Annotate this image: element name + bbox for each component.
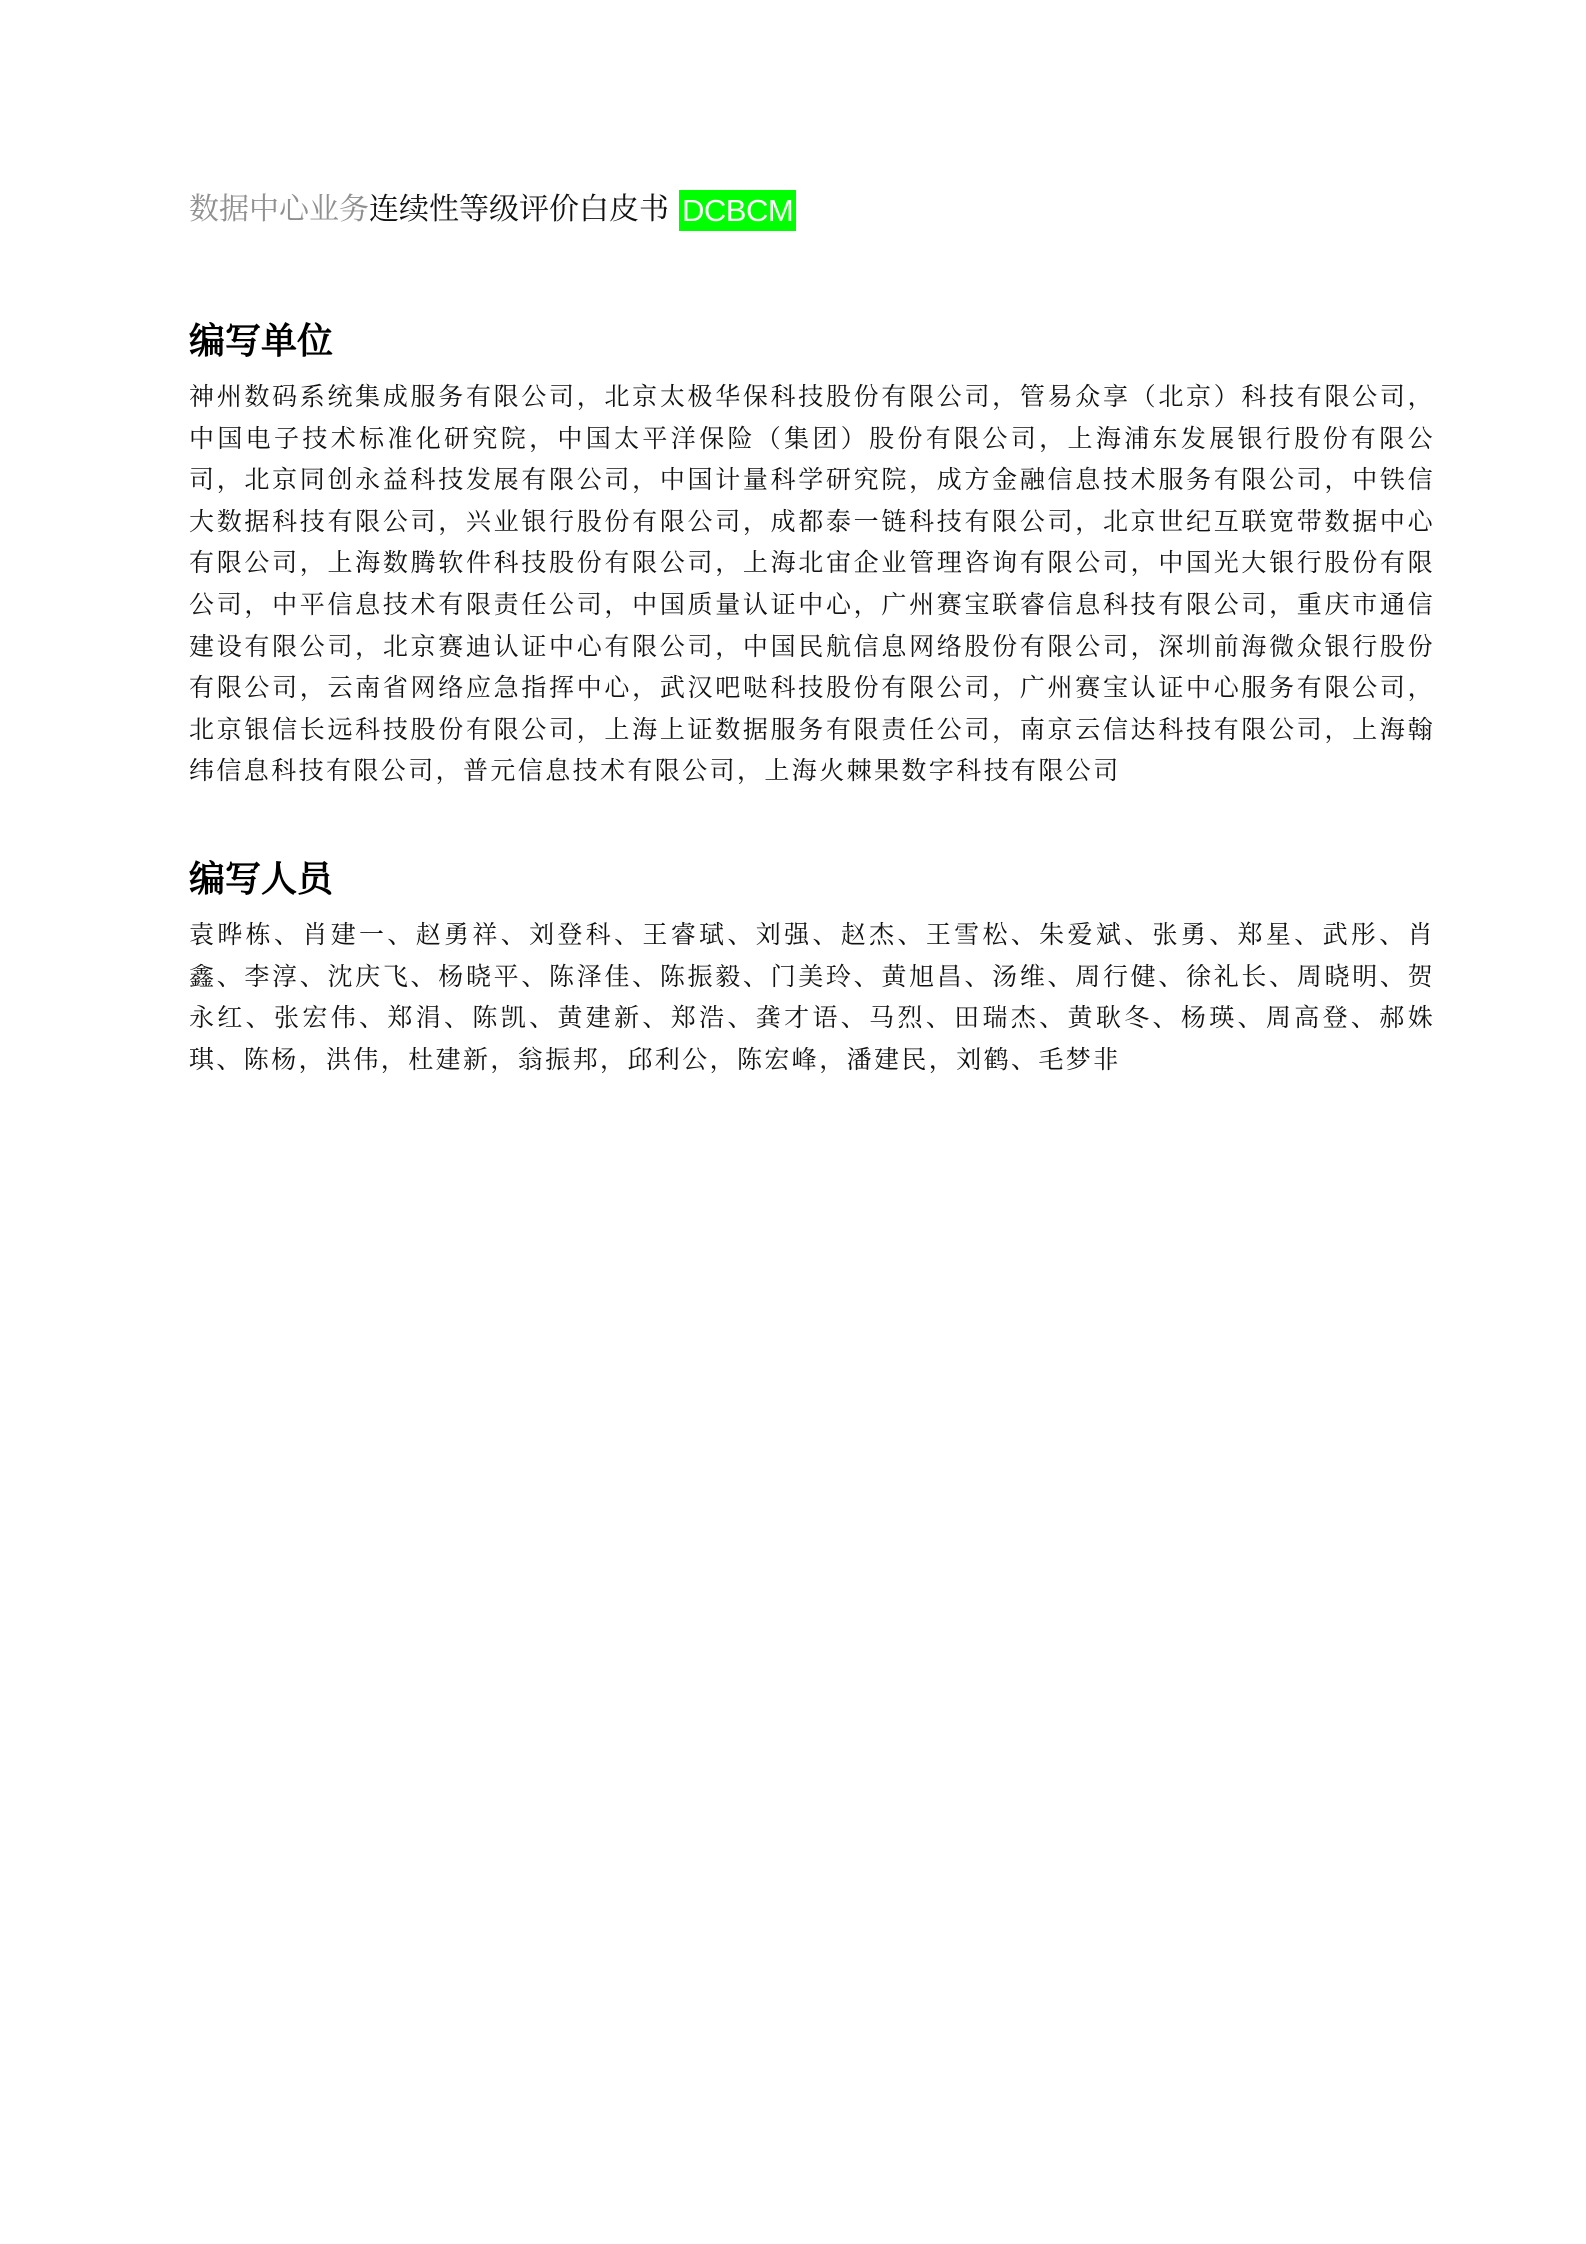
section-writing-authors bbox=[189, 856, 1435, 1080]
header-badge: DCBCM bbox=[679, 190, 796, 231]
section-title-authors: 编写人员 bbox=[189, 859, 334, 900]
section-writing-units bbox=[189, 318, 1435, 792]
authors-list-text: 袁晔栋、肖建一、赵勇祥、刘登科、王睿珷、刘强、赵杰、王雪松、朱爱斌、张勇、郑星、武彤、肖鑫、李淳、沈庆飞、杨晓平、陈泽佳、陈振毅、门美玲、黄旭昌、汤维、周行健、徐礼长、周晓明、贺永红、张宏伟、郑涓、陈凯、黄建新、郑浩、龚才语、马烈、田瑞杰、黄耿冬、杨瑛、周高登、郝姝琪、陈杨，洪伟，杜建新，翁振邦，邱利公，陈宏峰，潘建民，刘鹤、毛梦非 bbox=[189, 920, 1435, 1074]
header-title-black: 连续性等级评价白皮书 bbox=[369, 192, 669, 227]
header-title-gray: 数据中心业务 bbox=[189, 192, 369, 227]
section-title-units: 编写单位 bbox=[189, 321, 334, 362]
units-list-text: 神州数码系统集成服务有限公司，北京太极华保科技股份有限公司，管易众享（北京）科技有限公司，中国电子技术标准化研究院，中国太平洋保险（集团）股份有限公司，上海浦东发展银行股份有限公司，北京同创永益科技发展有限公司，中国计量科学研究院，成方金融信息技术服务有限公司，中铁信大数据科技有限公司，兴业银行股份有限公司，成都泰一链科技有限公司，北京世纪互联宽带数据中心有限公司，上海数腾软件科技股份有限公司，上海北宙企业管理咨询有限公司，中国光大银行股份有限公司，中平信息技术有限责任公司，中国质量认证中心，广州赛宝联睿信息科技有限公司，重庆市通信建设有限公司，北京赛迪认证中心有限公司，中国民航信息网络股份有限公司，深圳前海微众银行股份有限公司，云南省网络应急指挥中心，武汉吧哒科技股份有限公司，广州赛宝认证中心服务有限公司，北京银信长远科技股份有限公司，上海上证数据服务有限责任公司，南京云信达科技有限公司，上海翰纬信息科技有限公司，普元信息技术有限公司，上海火棘果数字科技有限公司 bbox=[189, 382, 1435, 786]
document-header bbox=[189, 188, 796, 232]
